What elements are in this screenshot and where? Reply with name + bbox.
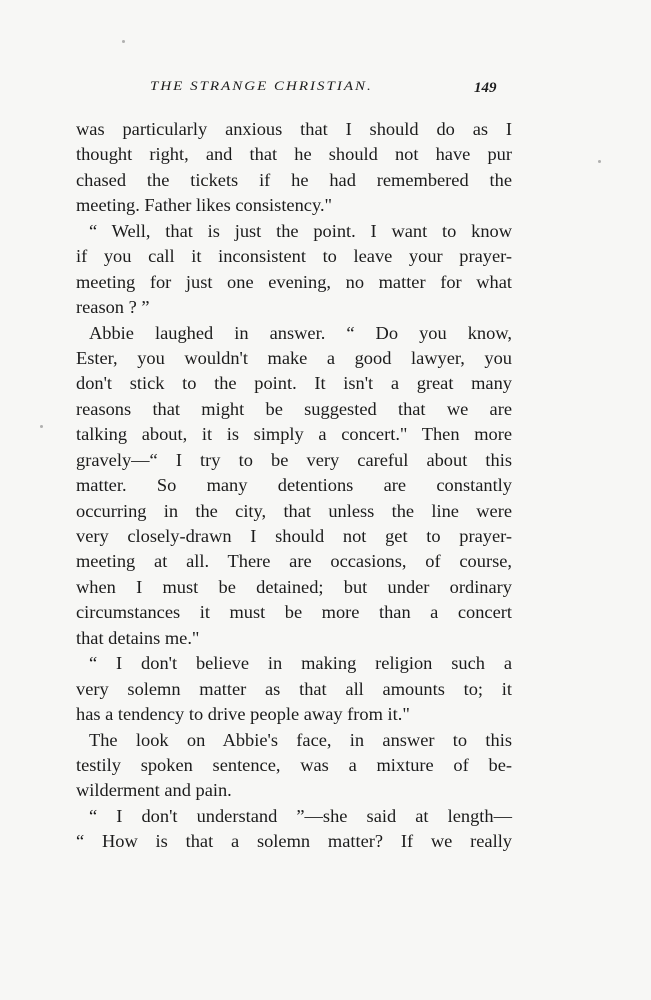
ink-speck — [598, 160, 601, 163]
text-line: don't stick to the point. It isn't a great many — [76, 373, 512, 394]
text-line: was particularly anxious that I should do as I — [76, 119, 512, 139]
ink-speck — [40, 425, 43, 428]
text-line: “ How is that a solemn matter? If we really — [76, 831, 512, 852]
text-line: if you call it inconsistent to leave your prayer- — [76, 246, 512, 267]
page-header — [0, 80, 651, 104]
text-line: Abbie laughed in answer. “ Do you know, — [89, 322, 512, 343]
text-line: very solemn matter as that all amounts to; it — [76, 678, 512, 699]
text-line: “ I don't believe in making religion such a — [89, 653, 512, 674]
text-line: Ester, you wouldn't make a good lawyer, you — [76, 347, 512, 368]
text-line: matter. So many detentions are constantly — [76, 475, 512, 496]
text-line: wilderment and pain. — [76, 780, 232, 801]
page-number: 149 — [474, 80, 497, 96]
ink-speck — [122, 40, 125, 43]
body-text — [76, 117, 512, 855]
text-line: talking about, it is simply a concert." Then more — [76, 424, 512, 445]
text-line: when I must be detained; but under ordinary — [76, 576, 512, 597]
text-line: chased the tickets if he had remembered the — [76, 169, 512, 190]
text-line: reason ? ” — [76, 297, 150, 318]
text-line: testily spoken sentence, was a mixture of be- — [76, 754, 512, 775]
text-line: gravely—“ I try to be very careful about this — [76, 449, 512, 470]
text-line: has a tendency to drive people away from it." — [76, 704, 410, 725]
text-line: that detains me." — [76, 627, 200, 648]
text-line: reasons that might be suggested that we are — [76, 398, 512, 419]
text-line: occurring in the city, that unless the line were — [76, 500, 512, 521]
text-line: “ Well, that is just the point. I want to know — [89, 220, 512, 241]
text-line: circumstances it must be more than a concert — [76, 602, 512, 623]
text-line: meeting at all. There are occasions, of course, — [76, 551, 512, 572]
text-line: very closely-drawn I should not get to prayer- — [76, 526, 512, 546]
running-title: THE STRANGE CHRISTIAN. — [150, 80, 373, 94]
text-line: thought right, and that he should not have pur — [76, 144, 512, 165]
text-line: meeting. Father likes consistency." — [76, 195, 333, 216]
text-line: “ I don't understand ”—she said at length— — [89, 805, 512, 826]
text-line: meeting for just one evening, no matter for what — [76, 271, 512, 292]
text-line: The look on Abbie's face, in answer to this — [89, 729, 512, 750]
